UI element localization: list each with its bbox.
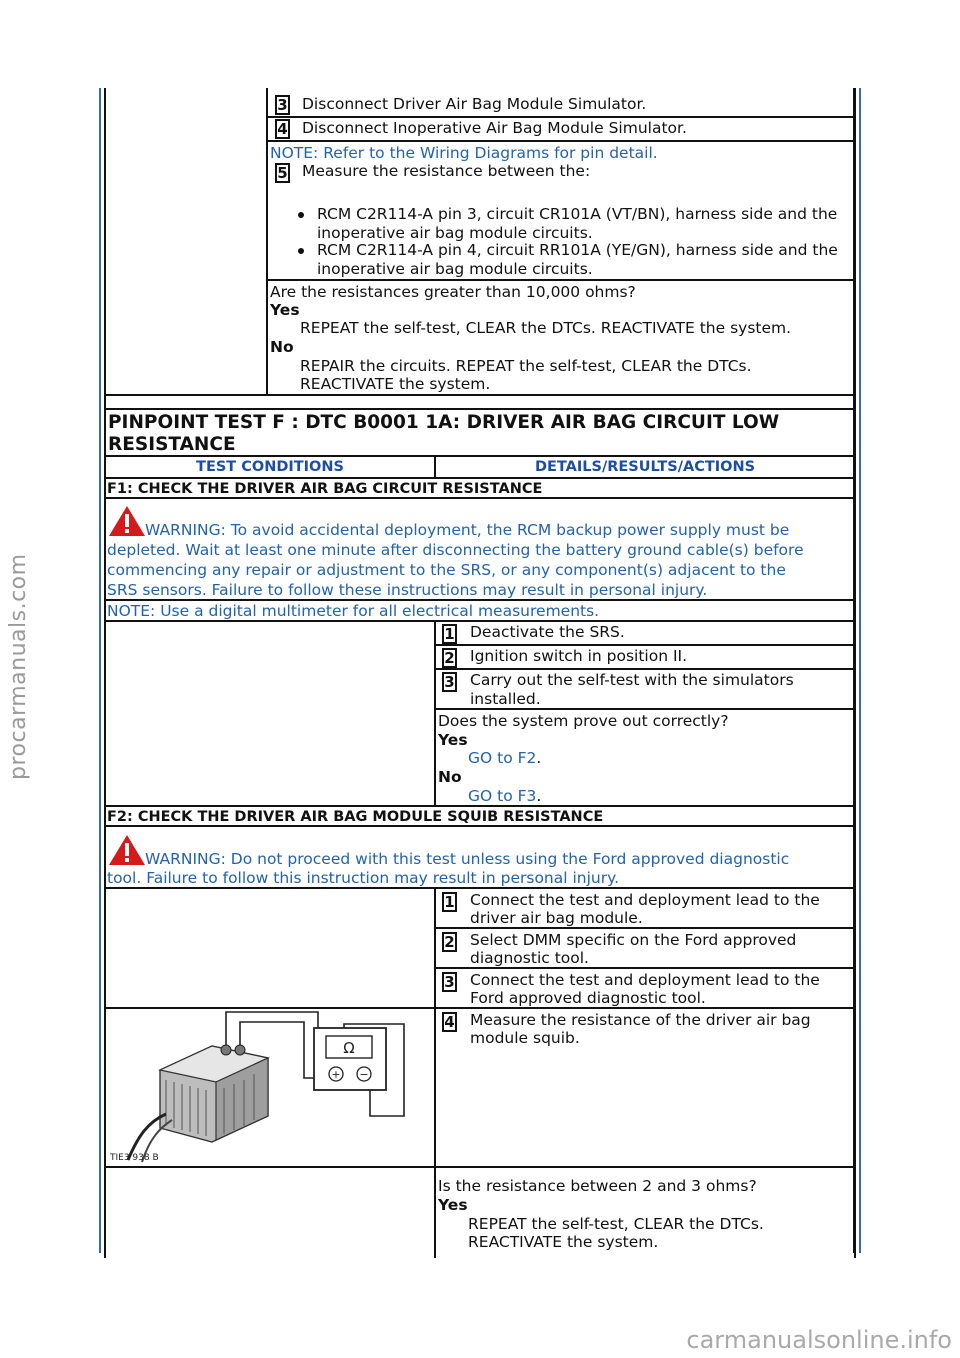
bullet-dot bbox=[298, 212, 304, 218]
period: . bbox=[536, 787, 542, 805]
question-text: Does the system prove out correctly? bbox=[438, 712, 729, 730]
step-text: Connect the test and deployment lead to the bbox=[470, 891, 820, 909]
squib-measurement-illustration bbox=[108, 1010, 430, 1164]
bullet-text: RCM C2R114-A pin 3, circuit CR101A (VT/BN), harness side and the bbox=[317, 205, 838, 223]
warning-text: SRS sensors. Failure to follow these instructions may result in personal injury. bbox=[107, 581, 708, 599]
bullet-text: inoperative air bag module circuits. bbox=[317, 260, 593, 278]
ohm-icon: Ω bbox=[343, 1039, 355, 1057]
left-rule bbox=[99, 88, 101, 1253]
step-text: Disconnect Inoperative Air Bag Module Simulator. bbox=[302, 119, 687, 137]
step-number: 5 bbox=[275, 163, 290, 183]
bullet-text: RCM C2R114-A pin 4, circuit RR101A (YE/GN), harness side and the bbox=[317, 241, 838, 259]
goto-f2-link[interactable]: GO to F2 bbox=[468, 749, 537, 767]
step-number: 4 bbox=[442, 1012, 457, 1032]
row-divider bbox=[104, 887, 856, 889]
yes-action: REPEAT the self-test, CLEAR the DTCs. REACTIVATE the system. bbox=[300, 319, 792, 337]
row-divider bbox=[104, 620, 856, 622]
warning-text: commencing any repair or adjustment to the SRS, or any component(s) adjacent to the bbox=[107, 561, 786, 579]
side-watermark: procarmanuals.com bbox=[6, 553, 31, 780]
step-text: Connect the test and deployment lead to the bbox=[470, 971, 820, 989]
row-divider bbox=[104, 477, 856, 479]
bullet-text: inoperative air bag module circuits. bbox=[317, 224, 593, 242]
yes-label: Yes bbox=[438, 1196, 468, 1214]
step-text: Disconnect Driver Air Bag Module Simulator. bbox=[302, 95, 647, 113]
no-label: No bbox=[438, 768, 462, 786]
top-col-divider bbox=[266, 88, 268, 396]
question-text: Are the resistances greater than 10,000 ohms? bbox=[270, 283, 636, 301]
bullet-dot bbox=[298, 248, 304, 254]
note-text: NOTE: Use a digital multimeter for all electrical measurements. bbox=[107, 602, 600, 620]
no-label: No bbox=[270, 338, 294, 356]
step-number: 3 bbox=[275, 95, 290, 115]
row-divider bbox=[268, 116, 856, 118]
no-action: REACTIVATE the system. bbox=[300, 375, 491, 393]
step-number: 2 bbox=[442, 648, 457, 668]
step-text: Select DMM specific on the Ford approved bbox=[470, 931, 797, 949]
yes-action bbox=[468, 749, 541, 768]
step-number: 1 bbox=[442, 624, 457, 644]
step-text: diagnostic tool. bbox=[470, 949, 589, 967]
right-rule bbox=[859, 88, 861, 1253]
row-divider bbox=[104, 825, 856, 827]
column-header: DETAILS/RESULTS/ACTIONS bbox=[534, 459, 756, 475]
note-text: NOTE: Refer to the Wiring Diagrams for pin detail. bbox=[270, 144, 658, 162]
step-text: Measure the resistance between the: bbox=[302, 162, 591, 180]
step-number: 1 bbox=[442, 892, 457, 912]
step-number: 4 bbox=[275, 119, 290, 139]
plus-terminal: + bbox=[331, 1068, 341, 1081]
pinpoint-title: RESISTANCE bbox=[108, 434, 236, 455]
warning-text: WARNING: Do not proceed with this test unless using the Ford approved diagnostic bbox=[145, 850, 790, 868]
row-divider bbox=[104, 1166, 856, 1168]
no-action bbox=[468, 787, 541, 806]
warning-text: WARNING: To avoid accidental deployment, the RCM backup power supply must be bbox=[145, 521, 790, 539]
warning-icon bbox=[108, 505, 146, 537]
column-header: TEST CONDITIONS bbox=[196, 459, 344, 475]
image-code: TIE3 938 B bbox=[110, 1153, 159, 1163]
step-number: 3 bbox=[442, 972, 457, 992]
step-text: Deactivate the SRS. bbox=[470, 623, 625, 641]
step-number: 3 bbox=[442, 672, 457, 692]
yes-label: Yes bbox=[438, 731, 468, 749]
warning-text: depleted. Wait at least one minute after disconnecting the battery ground cable(s) before bbox=[107, 541, 804, 559]
yes-label: Yes bbox=[270, 301, 300, 319]
row-divider bbox=[268, 279, 856, 281]
step-text: Carry out the self-test with the simulators bbox=[470, 671, 794, 689]
minus-terminal: − bbox=[359, 1068, 369, 1081]
row-divider bbox=[104, 497, 856, 499]
section-heading-f2: F2: CHECK THE DRIVER AIR BAG MODULE SQUIB RESISTANCE bbox=[107, 809, 604, 825]
row-divider bbox=[436, 668, 856, 670]
question-text: Is the resistance between 2 and 3 ohms? bbox=[438, 1177, 757, 1195]
yes-action: REACTIVATE the system. bbox=[468, 1233, 659, 1251]
yes-action: REPEAT the self-test, CLEAR the DTCs. bbox=[468, 1215, 764, 1233]
row-divider bbox=[104, 599, 856, 601]
warning-icon bbox=[108, 834, 146, 866]
no-action: REPAIR the circuits. REPEAT the self-test, CLEAR the DTCs. bbox=[300, 357, 752, 375]
period: . bbox=[536, 749, 542, 767]
step-text: Ford approved diagnostic tool. bbox=[470, 989, 706, 1007]
col-divider bbox=[434, 620, 436, 805]
warning-text: tool. Failure to follow this instruction may result in personal injury. bbox=[107, 869, 619, 887]
row-divider bbox=[104, 805, 856, 807]
step-text: driver air bag module. bbox=[470, 909, 643, 927]
goto-f3-link[interactable]: GO to F3 bbox=[468, 787, 537, 805]
row-divider bbox=[268, 140, 856, 142]
step-text: Ignition switch in position II. bbox=[470, 647, 688, 665]
step-number: 2 bbox=[442, 932, 457, 952]
step-text: Measure the resistance of the driver air bag bbox=[470, 1011, 811, 1029]
row-divider bbox=[104, 455, 856, 457]
section-heading-f1: F1: CHECK THE DRIVER AIR BAG CIRCUIT RESISTANCE bbox=[107, 481, 543, 497]
step-text: module squib. bbox=[470, 1029, 580, 1047]
col-divider bbox=[434, 887, 436, 1258]
row-divider bbox=[436, 644, 856, 646]
step-text: installed. bbox=[470, 690, 541, 708]
pinpoint-title: PINPOINT TEST F : DTC B0001 1A: DRIVER AIR BAG CIRCUIT LOW bbox=[108, 412, 780, 433]
bottom-watermark: carmanualsonline.info bbox=[686, 1326, 952, 1354]
